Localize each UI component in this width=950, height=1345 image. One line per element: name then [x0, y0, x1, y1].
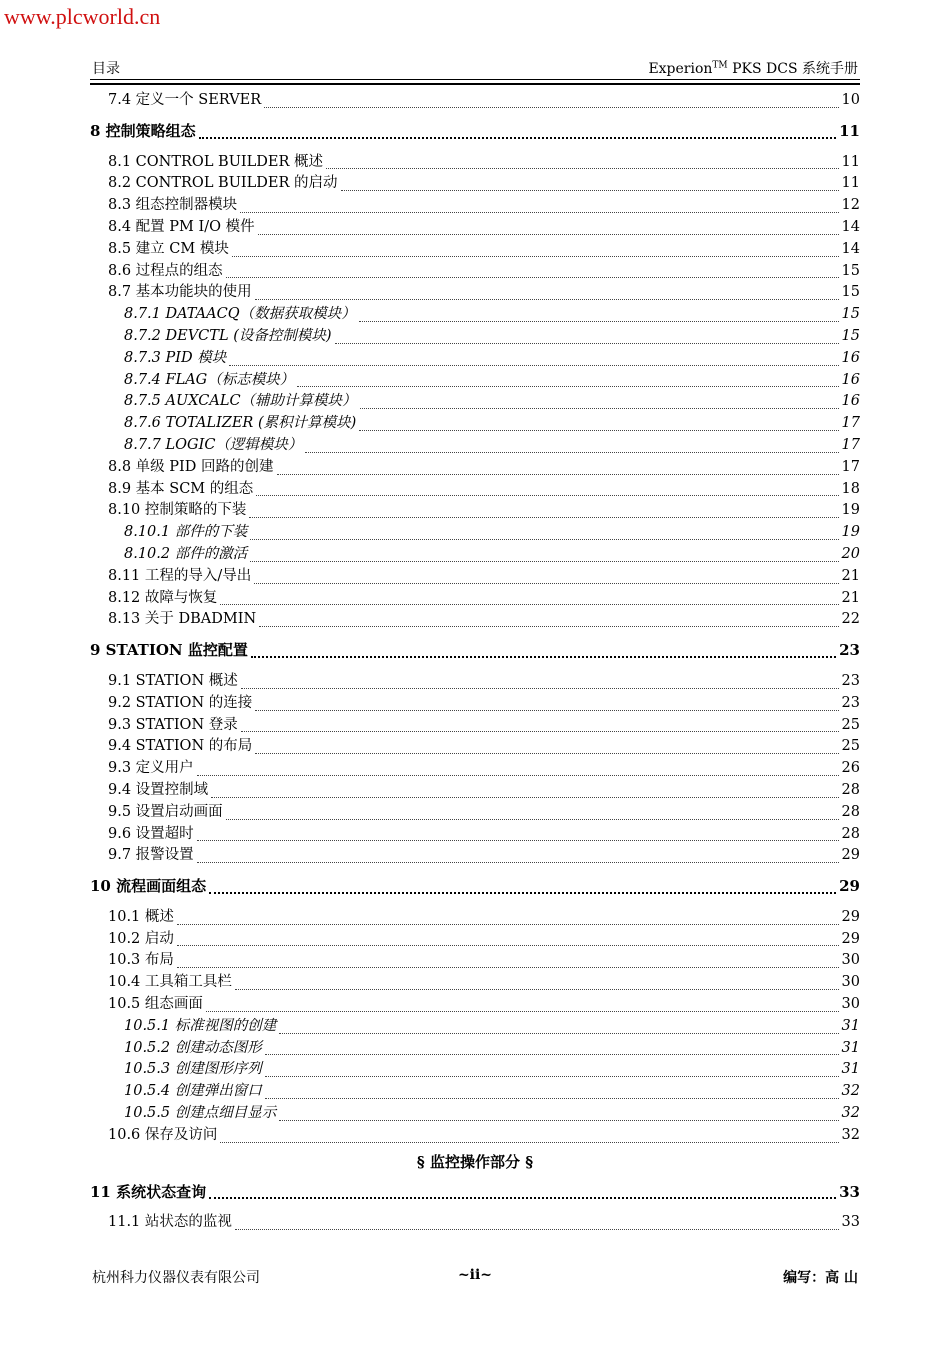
toc-leader-dots [256, 495, 838, 496]
toc-entry-title: 9.4 STATION 的布局 [108, 738, 253, 755]
toc-leader-dots [277, 474, 839, 475]
toc-entry-page: 23 [841, 672, 860, 689]
toc-entry[interactable] [90, 758, 860, 780]
toc-entry-title: 9.6 设置超时 [108, 825, 194, 842]
toc-entry-title: 10 流程画面组态 [90, 877, 207, 896]
toc-leader-dots [235, 989, 839, 990]
toc-entry-title: 10.4 工具箱工具栏 [108, 974, 232, 991]
toc-entry[interactable] [90, 282, 860, 304]
toc-entry-page: 28 [841, 803, 860, 820]
toc-leader-dots [177, 967, 839, 968]
toc-entry[interactable] [90, 479, 860, 501]
toc-entry[interactable] [90, 671, 860, 693]
footer-page-number: ~ii~ [457, 1267, 493, 1283]
toc-entry-page: 33 [841, 1214, 860, 1231]
toc-leader-dots [359, 430, 838, 431]
toc-leader-dots [265, 1076, 839, 1077]
toc-entry[interactable] [90, 90, 860, 112]
toc-entry[interactable] [90, 609, 860, 631]
toc-entry-page: 29 [841, 930, 860, 947]
toc-leader-dots [326, 168, 839, 169]
toc-entry[interactable] [90, 802, 860, 824]
toc-entry-title: 8.10 控制策略的下装 [108, 502, 247, 519]
toc-entry[interactable] [90, 1016, 860, 1038]
toc-entry-title: 8 控制策略组态 [90, 121, 196, 140]
toc-leader-dots [255, 710, 838, 711]
toc-entry-title: 9.3 STATION 登录 [108, 716, 238, 733]
toc-leader-dots [264, 107, 838, 108]
toc-entry-title: 8.8 单级 PID 回路的创建 [108, 458, 274, 475]
toc-leader-dots [258, 234, 839, 235]
toc-entry-page: 32 [841, 1083, 860, 1100]
toc-entry-page: 28 [841, 781, 860, 798]
toc-entry-page: 19 [841, 502, 860, 519]
toc-entry-title: 10.3 布局 [108, 952, 174, 969]
toc-leader-dots [199, 137, 836, 139]
toc-leader-dots [232, 256, 839, 257]
toc-entry-page: 16 [841, 349, 860, 366]
toc-entry[interactable] [90, 544, 860, 566]
toc-leader-dots [241, 731, 839, 732]
toc-entry[interactable] [90, 566, 860, 588]
toc-entry-title: 10.5.1 标准视图的创建 [124, 1017, 277, 1034]
toc-entry-title: 10.6 保存及访问 [108, 1126, 218, 1143]
toc-entry[interactable] [90, 370, 860, 392]
toc-entry-page: 30 [841, 974, 860, 991]
toc-entry-title: 8.7.6 TOTALIZER (累积计算模块) [124, 415, 357, 432]
toc-entry[interactable] [90, 121, 860, 143]
toc-entry[interactable] [90, 1038, 860, 1060]
toc-leader-dots [235, 1229, 839, 1230]
toc-entry-title: 10.2 启动 [108, 930, 174, 947]
toc-entry-title: 8.10.1 部件的下装 [124, 524, 248, 541]
toc-leader-dots [297, 386, 838, 387]
toc-entry-title: 9.1 STATION 概述 [108, 672, 238, 689]
toc-entry[interactable] [90, 1103, 860, 1125]
toc-entry-page: 23 [839, 641, 860, 660]
toc-entry-title: 8.7 基本功能块的使用 [108, 284, 252, 301]
toc-entry-page: 17 [841, 458, 860, 475]
toc-entry[interactable] [90, 173, 860, 195]
toc-leader-dots [197, 840, 839, 841]
toc-entry-page: 15 [841, 306, 860, 323]
toc-leader-dots [359, 321, 839, 322]
toc-entry[interactable] [90, 152, 860, 174]
toc-entry[interactable] [90, 1182, 860, 1204]
toc-entry-title: 9.4 设置控制域 [108, 781, 209, 798]
table-of-contents [90, 90, 860, 1234]
toc-entry-page: 25 [841, 738, 860, 755]
toc-entry-page: 29 [841, 847, 860, 864]
toc-entry-title: 10.1 概述 [108, 908, 174, 925]
toc-entry-title: 9.7 报警设置 [108, 847, 194, 864]
toc-leader-dots [250, 539, 838, 540]
header-trademark: TM [712, 60, 728, 71]
toc-entry-title: 8.7.5 AUXCALC（辅助计算模块） [124, 393, 357, 410]
toc-entry-page: 31 [841, 1061, 860, 1078]
toc-entry-page: 17 [841, 415, 860, 432]
toc-leader-dots [240, 212, 838, 213]
toc-entry[interactable] [90, 715, 860, 737]
toc-leader-dots [305, 452, 838, 453]
toc-entry[interactable] [90, 239, 860, 261]
toc-entry-page: 30 [841, 996, 860, 1013]
toc-entry-page: 14 [841, 240, 860, 257]
toc-entry-page: 16 [841, 371, 860, 388]
toc-entry-page: 29 [839, 877, 860, 896]
toc-entry-title: 8.13 关于 DBADMIN [108, 611, 257, 628]
toc-entry-title: 8.10.2 部件的激活 [124, 545, 248, 562]
toc-leader-dots [226, 819, 839, 820]
toc-entry-title: 11.1 站状态的监视 [108, 1214, 232, 1231]
toc-leader-dots [229, 365, 838, 366]
header-rule-thin [90, 79, 860, 80]
toc-entry[interactable] [90, 693, 860, 715]
header-manual-name: PKS DCS 系统手册 [727, 61, 858, 77]
toc-leader-dots [211, 797, 838, 798]
toc-leader-dots [197, 775, 839, 776]
watermark-url[interactable]: www.plcworld.cn [4, 4, 161, 29]
toc-entry[interactable] [90, 588, 860, 610]
toc-entry[interactable] [90, 435, 860, 457]
toc-entry[interactable] [90, 1212, 860, 1234]
toc-leader-dots [249, 517, 838, 518]
toc-entry-page: 16 [841, 393, 860, 410]
toc-entry-page: 21 [841, 567, 860, 584]
toc-entry[interactable] [90, 1059, 860, 1081]
toc-entry-title: 9.3 定义用户 [108, 760, 194, 777]
toc-entry-title: 10.5.5 创建点细目显示 [124, 1105, 277, 1122]
toc-entry-page: 30 [841, 952, 860, 969]
toc-entry-title: 9.2 STATION 的连接 [108, 694, 253, 711]
toc-entry[interactable] [90, 824, 860, 846]
toc-entry-page: 17 [841, 436, 860, 453]
toc-entry-title: 8.7.3 PID 模块 [124, 349, 227, 366]
toc-entry[interactable] [90, 261, 860, 283]
toc-entry-page: 32 [841, 1105, 860, 1122]
footer-author: 编写：高 山 [783, 1270, 858, 1286]
toc-leader-dots [279, 1033, 838, 1034]
toc-entry-title: 9.5 设置启动画面 [108, 803, 223, 820]
toc-entry[interactable] [90, 391, 860, 413]
toc-entry-page: 14 [841, 218, 860, 235]
toc-entry-title: 10.5 组态画面 [108, 996, 203, 1013]
toc-entry[interactable] [90, 413, 860, 435]
toc-entry-title: 8.12 故障与恢复 [108, 589, 218, 606]
toc-entry-title: 8.3 组态控制器模块 [108, 197, 238, 214]
toc-entry[interactable] [90, 972, 860, 994]
toc-entry-page: 20 [841, 545, 860, 562]
toc-entry-page: 15 [841, 327, 860, 344]
toc-entry-title: 8.7.1 DATAACQ（数据获取模块） [124, 306, 356, 323]
toc-entry[interactable] [90, 326, 860, 348]
toc-entry-title: 8.6 过程点的组态 [108, 262, 223, 279]
toc-leader-dots [209, 892, 836, 894]
toc-leader-dots [341, 190, 839, 191]
toc-leader-dots [220, 1142, 838, 1143]
toc-entry[interactable] [90, 780, 860, 802]
toc-leader-dots [255, 753, 838, 754]
toc-entry-title: 8.7.7 LOGIC（逻辑模块） [124, 436, 303, 453]
toc-entry[interactable] [90, 500, 860, 522]
toc-entry[interactable] [90, 950, 860, 972]
toc-entry-page: 15 [841, 262, 860, 279]
toc-entry-title: 10.5.3 创建图形序列 [124, 1061, 262, 1078]
toc-entry[interactable] [90, 195, 860, 217]
header-title: 目录 [92, 61, 120, 77]
toc-leader-dots [254, 583, 838, 584]
toc-entry-title: 10.5.4 创建弹出窗口 [124, 1083, 262, 1100]
toc-entry-title: 8.2 CONTROL BUILDER 的启动 [108, 175, 338, 192]
toc-leader-dots [197, 862, 839, 863]
toc-leader-dots [241, 688, 839, 689]
toc-entry[interactable] [90, 457, 860, 479]
toc-leader-dots [226, 277, 839, 278]
toc-leader-dots [360, 408, 839, 409]
toc-leader-dots [265, 1098, 839, 1099]
toc-entry-page: 21 [841, 589, 860, 606]
toc-entry-page: 18 [841, 480, 860, 497]
toc-entry-title: 10.5.2 创建动态图形 [124, 1039, 262, 1056]
toc-entry[interactable] [90, 1081, 860, 1103]
toc-entry-title: 8.1 CONTROL BUILDER 概述 [108, 153, 324, 170]
toc-entry-page: 31 [841, 1039, 860, 1056]
toc-entry[interactable] [90, 304, 860, 326]
toc-entry[interactable] [90, 640, 860, 662]
toc-leader-dots [251, 656, 836, 658]
header-rule-thick [90, 83, 860, 85]
section-divider: § 监控操作部分 § [416, 1152, 534, 1171]
toc-entry-page: 11 [841, 175, 860, 192]
toc-entry-title: 7.4 定义一个 SERVER [108, 92, 262, 108]
toc-leader-dots [279, 1120, 838, 1121]
header-manual-title [648, 58, 858, 78]
toc-entry-page: 15 [841, 284, 860, 301]
toc-entry[interactable] [90, 736, 860, 758]
toc-entry[interactable] [90, 522, 860, 544]
toc-leader-dots [265, 1054, 839, 1055]
toc-entry-title: 8.5 建立 CM 模块 [108, 240, 229, 257]
toc-entry-title: 11 系统状态查询 [90, 1182, 207, 1201]
toc-leader-dots [335, 343, 839, 344]
toc-entry-page: 11 [841, 153, 860, 170]
toc-entry-title: 8.7.4 FLAG（标志模块） [124, 371, 295, 388]
toc-entry[interactable] [90, 994, 860, 1016]
toc-leader-dots [259, 626, 838, 627]
toc-entry-page: 33 [839, 1182, 860, 1201]
footer-company: 杭州科力仪器仪表有限公司 [92, 1270, 260, 1286]
toc-entry-page: 25 [841, 716, 860, 733]
toc-entry[interactable] [90, 929, 860, 951]
toc-entry-page: 11 [839, 121, 860, 140]
toc-entry-title: 8.7.2 DEVCTL (设备控制模块) [124, 327, 332, 344]
toc-entry-page: 19 [841, 524, 860, 541]
toc-entry[interactable] [90, 1125, 860, 1147]
toc-entry-page: 22 [841, 611, 860, 628]
toc-leader-dots [220, 604, 838, 605]
header-brand: Experion [648, 61, 713, 77]
toc-entry[interactable] [90, 876, 860, 898]
toc-leader-dots [250, 561, 838, 562]
toc-entry-title: 8.9 基本 SCM 的组态 [108, 480, 254, 497]
toc-leader-dots [255, 299, 839, 300]
toc-entry-page: 10 [841, 92, 860, 108]
toc-entry-page: 23 [841, 694, 860, 711]
toc-entry-page: 31 [841, 1017, 860, 1034]
toc-entry[interactable] [90, 845, 860, 867]
toc-entry-page: 29 [841, 908, 860, 925]
toc-entry[interactable] [90, 907, 860, 929]
toc-entry-title: 9 STATION 监控配置 [90, 641, 248, 660]
toc-entry-title: 8.11 工程的导入/导出 [108, 567, 252, 584]
toc-leader-dots [206, 1011, 839, 1012]
toc-entry[interactable] [90, 348, 860, 370]
toc-entry-page: 28 [841, 825, 860, 842]
toc-entry[interactable] [90, 217, 860, 239]
toc-entry-title: 8.4 配置 PM I/O 模件 [108, 218, 255, 235]
toc-leader-dots [209, 1197, 836, 1199]
toc-entry-page: 32 [841, 1126, 860, 1143]
toc-leader-dots [177, 924, 839, 925]
toc-entry-page: 12 [841, 197, 860, 214]
toc-entry-page: 26 [841, 760, 860, 777]
toc-leader-dots [177, 945, 839, 946]
